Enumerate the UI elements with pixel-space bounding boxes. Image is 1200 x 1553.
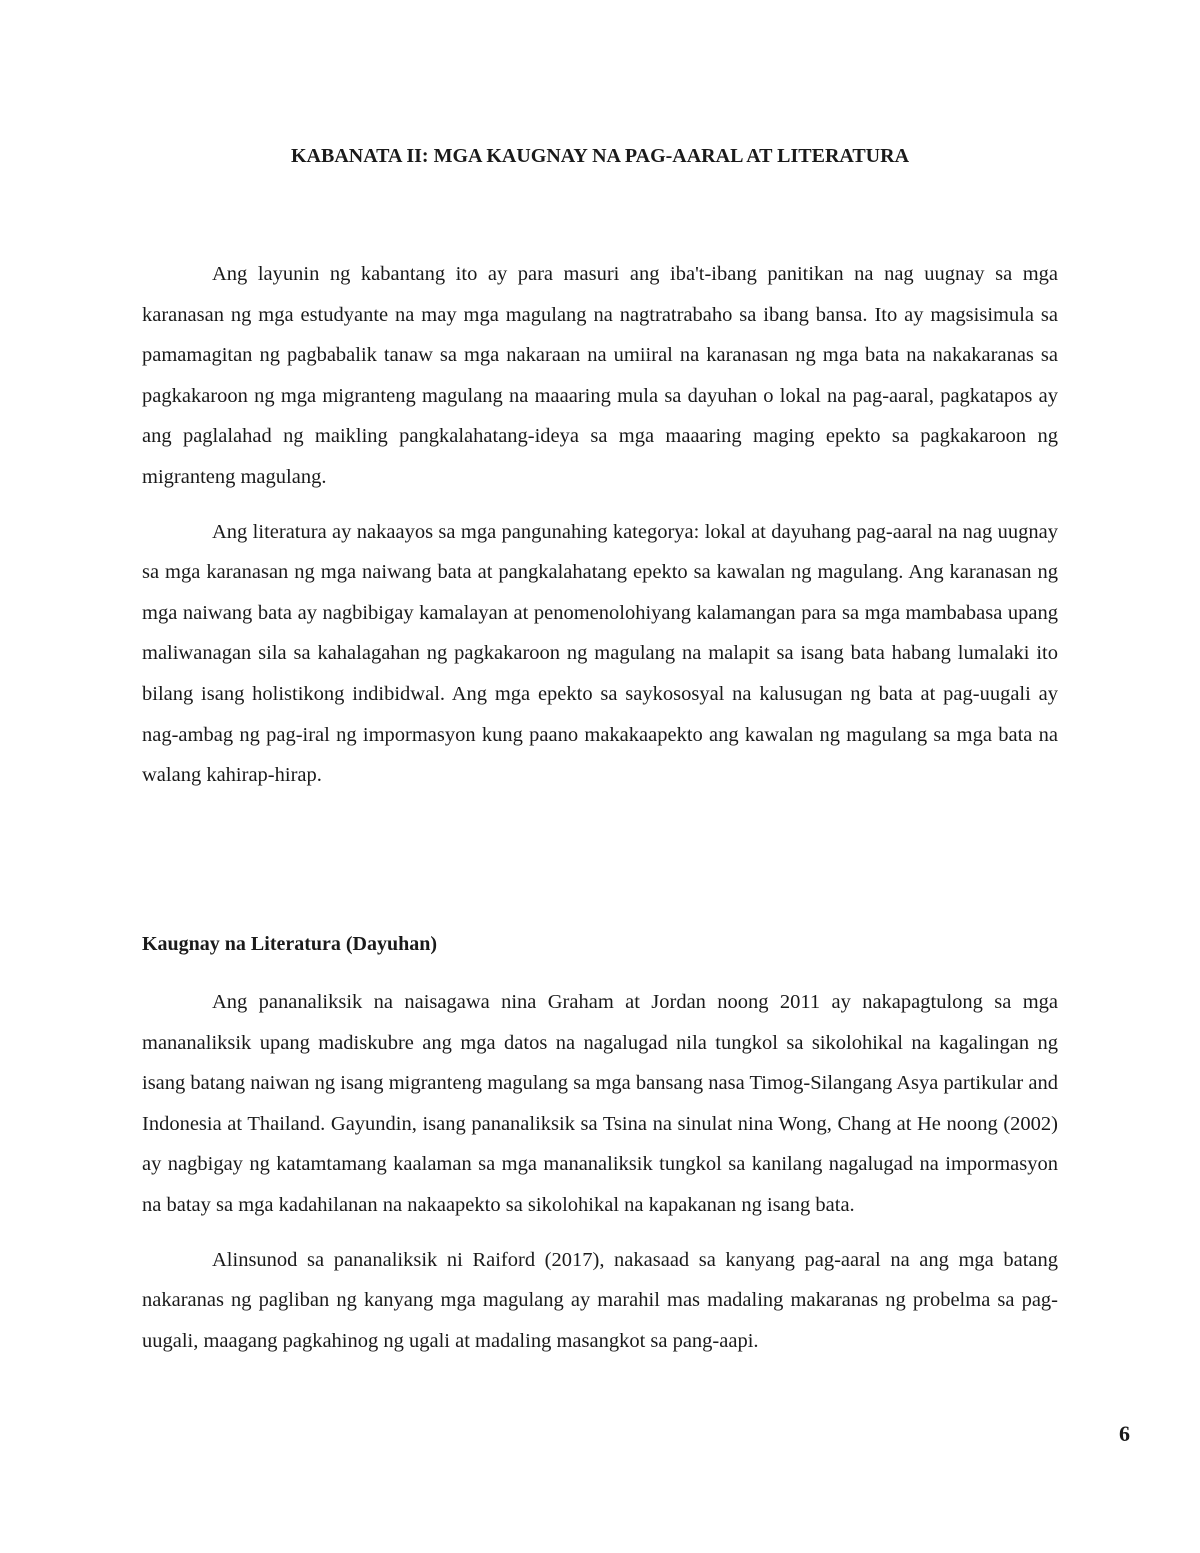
intro-section [142, 254, 1058, 796]
intro-paragraph-1: Ang layunin ng kabantang ito ay para masuri ang iba't-ibang panitikan na nag uugnay sa mga karanasan ng mga estudyante na may mga magulang na nagtratrabaho sa ibang bansa. Ito ay magsisimula sa pamamagitan ng pagbabalik tanaw sa mga nakaraan na umiiral na karanasan ng mga bata na nakakaranas sa pagkakaroon ng mga migranteng magulang na maaaring mula sa dayuhan o lokal na pag-aaral, pagkatapos ay ang paglalahad ng maikling pangkalahatang-ideya sa mga maaaring maging epekto sa pagkakaroon ng migranteng magulang. [142, 263, 1058, 488]
chapter-title: KABANATA II: MGA KAUGNAY NA PAG-AARAL AT LITERATURA [290, 145, 910, 167]
intro-paragraph-2: Ang literatura ay nakaayos sa mga pangunahing kategorya: lokal at dayuhang pag-aaral na nag uugnay sa mga karanasan ng mga naiwang bata at pangkalahatang epekto sa kawalan ng magulang. Ang karanasan ng mga naiwang bata ay nagbibigay kamalayan at penomenolohiyang kalamangan para sa mga mambabasa upang maliwanagan sila sa kahalagahan ng pagkakaroon ng magulang na malapit sa isang bata habang lumalaki ito bilang isang holistikong indibidwal. Ang mga epekto sa saykososyal na kalusugan ng bata at pag-uugali ay nag-ambag ng pag-iral ng impormasyon kung paano makakaapekto ang kawalan ng magulang sa mga bata na walang kahirap-hirap. [142, 520, 1058, 787]
page-number: 6 [1119, 1421, 1130, 1446]
section-paragraph-2: Alinsunod sa pananaliksik ni Raiford (2017), nakasaad sa kanyang pag-aaral na ang mga batang nakaranas ng pagliban ng kanyang mga magulang ay marahil mas madaling makaranas ng probelma sa pag-uugali, maagang pagkahinog ng ugali at madaling masangkot sa pang-aapi. [142, 1248, 1058, 1352]
section-heading: Kaugnay na Literatura (Dayuhan) [142, 933, 438, 955]
section-paragraph-1: Ang pananaliksik na naisagawa nina Graham at Jordan noong 2011 ay nakapagtulong sa mga mananaliksik upang madiskubre ang mga datos na nagalugad nila tungkol sa sikolohikal na kagalingan ng isang batang naiwan ng isang migranteng magulang sa mga bansang nasa Timog-Silangang Asya partikular and Indonesia at Thailand. Gayundin, isang pananaliksik sa Tsina na sinulat nina Wong, Chang at He noong (2002) ay nagbigay ng katamtamang kaalaman sa mga mananaliksik tungkol sa kanilang nagalugad na impormasyon na batay sa mga kadahilanan na nakaapekto sa sikolohikal na kapakanan ng isang bata. [142, 991, 1058, 1216]
dayuhan-section [142, 982, 1058, 1361]
